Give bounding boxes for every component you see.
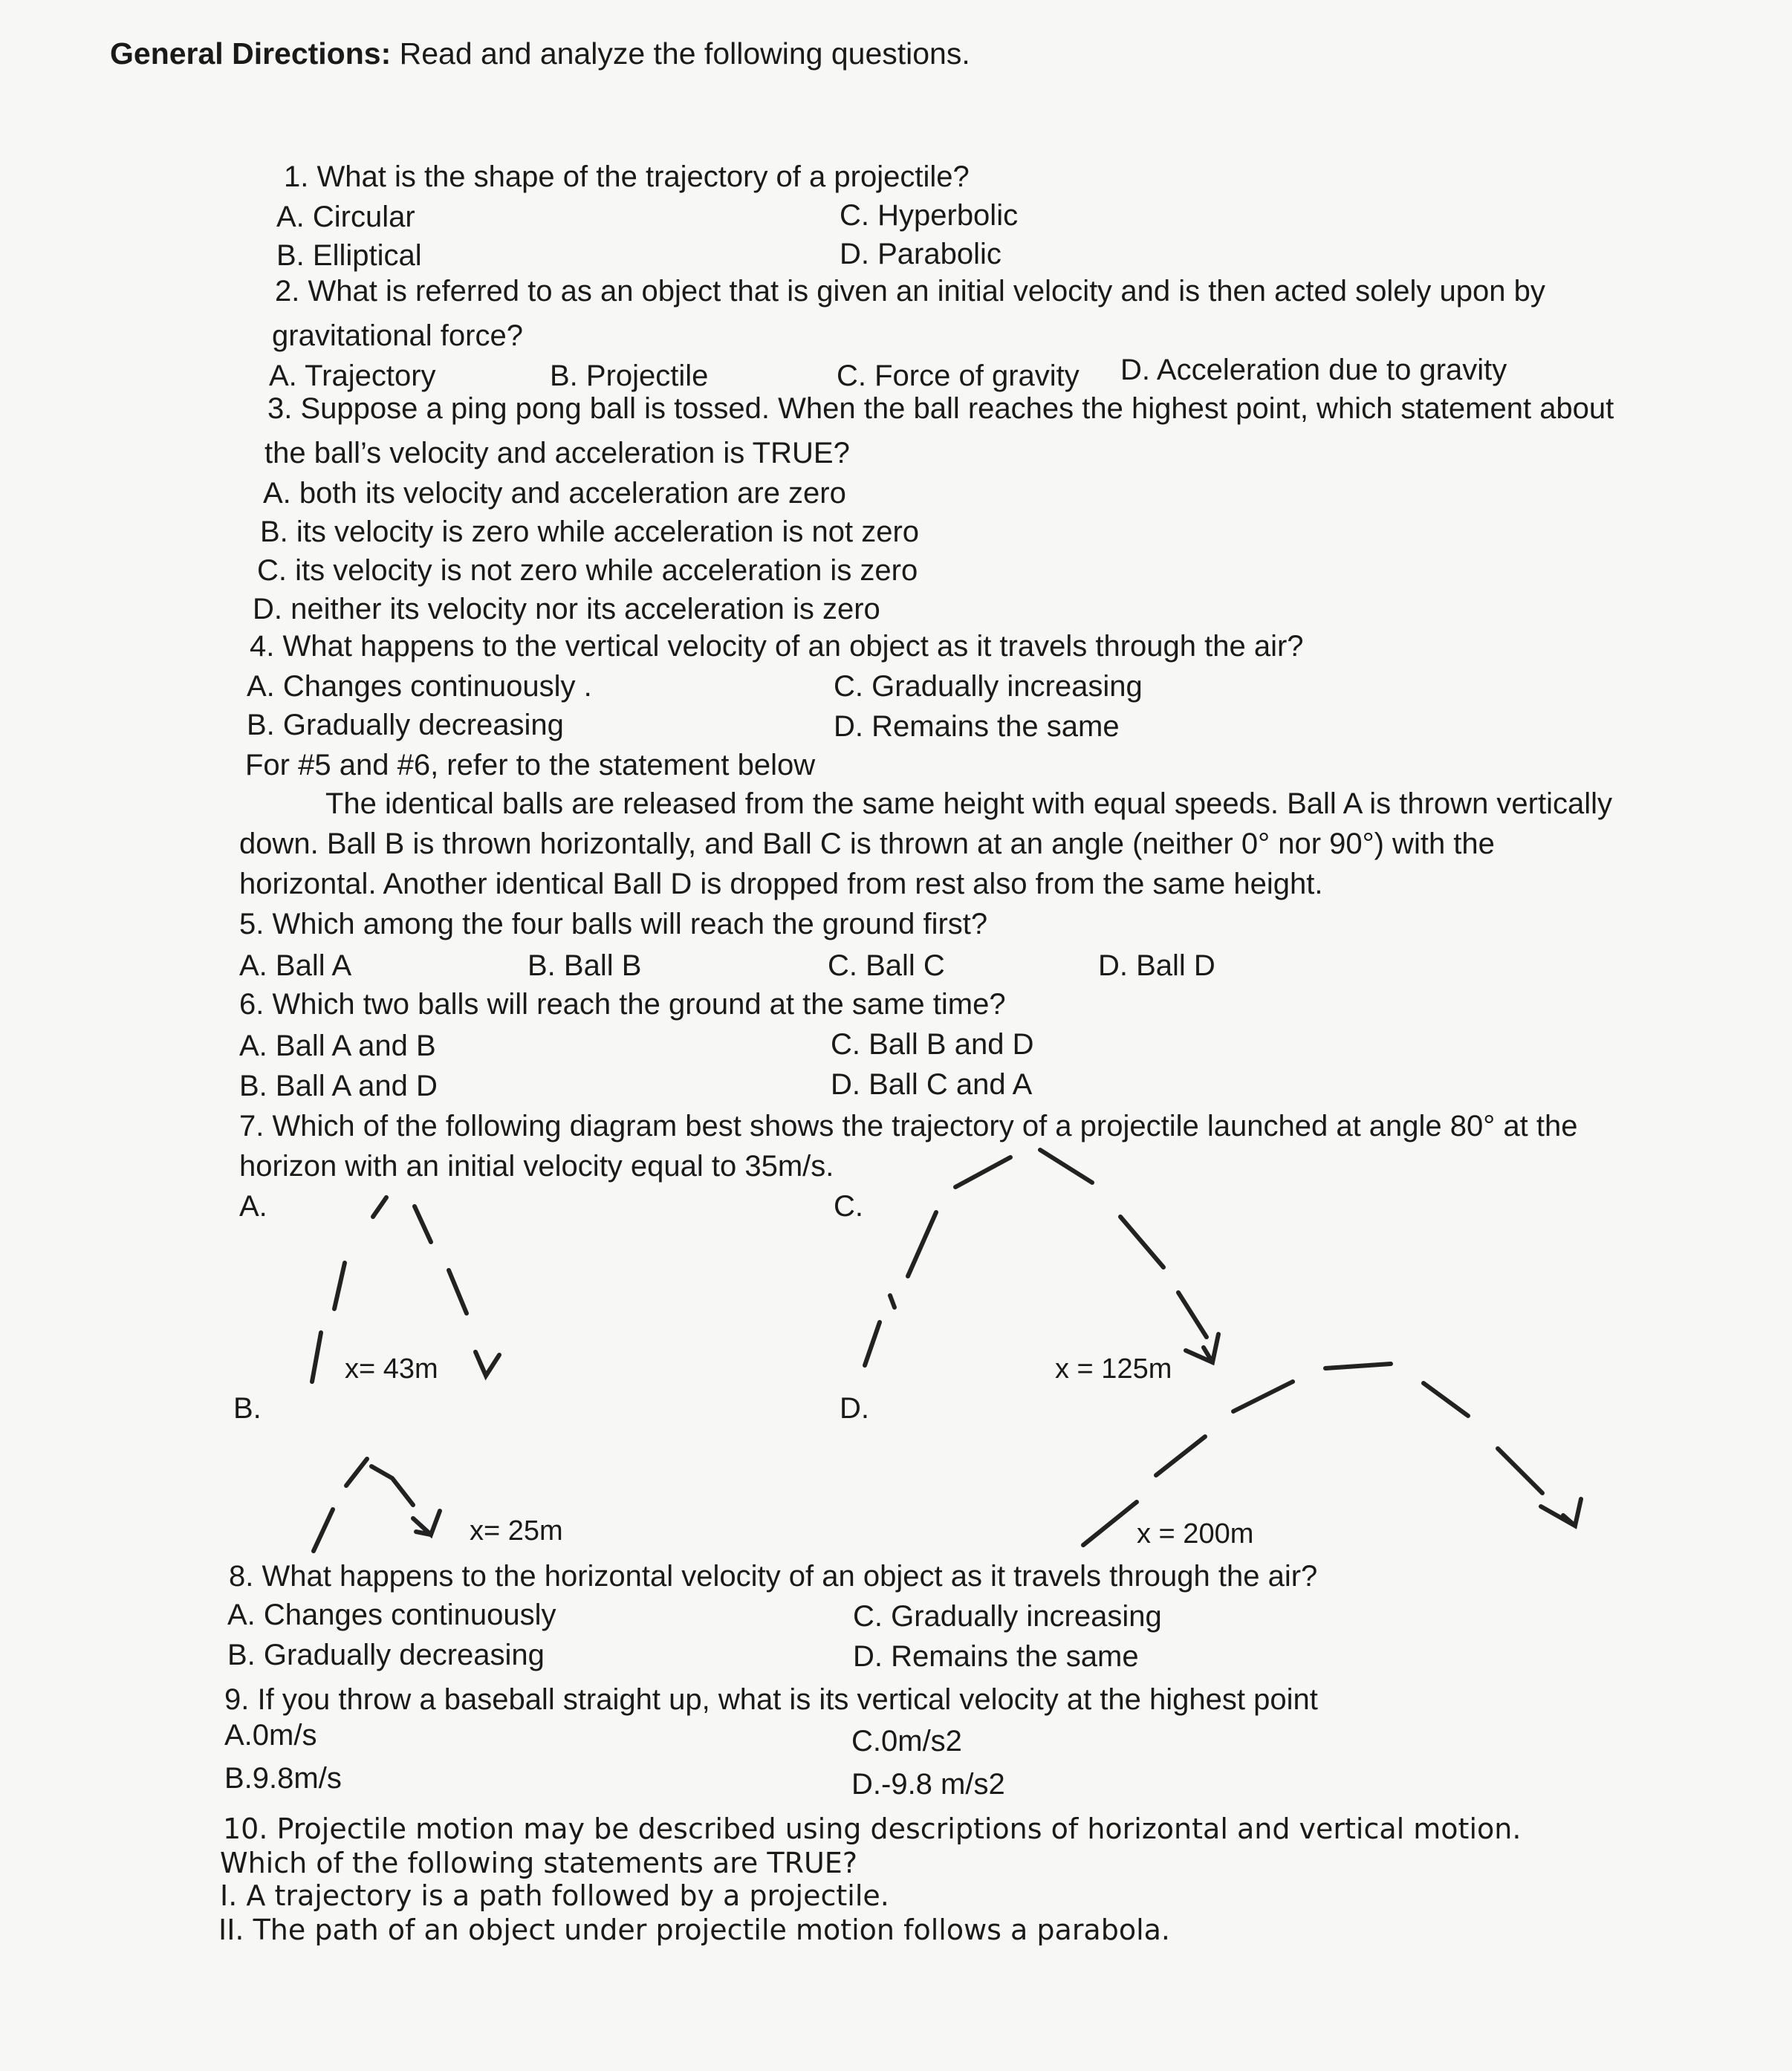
- diagram-c-distance: x = 125m: [1055, 1353, 1172, 1385]
- q3-option-c: C. its velocity is not zero while acceleration is zero: [257, 554, 918, 587]
- q10-stem-line2: Which of the following statements are TRUE?: [220, 1847, 857, 1879]
- q9-stem: 9. If you throw a baseball straight up, what is its vertical velocity at the highest point: [224, 1683, 1318, 1716]
- q8-option-c: C. Gradually increasing: [853, 1600, 1162, 1633]
- q10-statement-2: II. The path of an object under projectile motion follows a parabola.: [218, 1914, 1171, 1946]
- q8-option-b: B. Gradually decreasing: [227, 1639, 545, 1671]
- q6-option-c: C. Ball B and D: [831, 1028, 1034, 1061]
- q7-stem-line1: 7. Which of the following diagram best shows the trajectory of a projectile launched at angle 80° at the: [239, 1110, 1578, 1142]
- q7-option-a: A.: [239, 1190, 267, 1223]
- diagram-d-trajectory: [1083, 1364, 1581, 1545]
- q9-option-a: A.0m/s: [224, 1719, 317, 1752]
- diagram-b-distance: x= 25m: [470, 1515, 563, 1547]
- q3-option-d: D. neither its velocity nor its acceleration is zero: [253, 593, 880, 625]
- q7-option-b: B.: [233, 1392, 262, 1425]
- q1-option-b: B. Elliptical: [276, 239, 422, 272]
- q3-option-b: B. its velocity is zero while acceleration is not zero: [260, 516, 920, 548]
- q2-stem-line1: 2. What is referred to as an object that is given an initial velocity and is then acted solely upon by: [275, 275, 1545, 308]
- q4-stem: 4. What happens to the vertical velocity of an object as it travels through the air?: [250, 630, 1304, 663]
- q9-option-b: B.9.8m/s: [224, 1762, 342, 1795]
- directions-label: General Directions:: [110, 36, 392, 71]
- diagram-b-trajectory: [314, 1459, 440, 1551]
- diagram-a-distance: x= 43m: [345, 1353, 438, 1385]
- q8-option-a: A. Changes continuously: [227, 1599, 556, 1631]
- q3-stem-line1: 3. Suppose a ping pong ball is tossed. When the ball reaches the highest point, which statement about: [267, 392, 1614, 425]
- q2-stem-line2: gravitational force?: [272, 319, 523, 352]
- q2-option-b: B. Projectile: [550, 360, 709, 392]
- q10-statement-1: I. A trajectory is a path followed by a projectile.: [220, 1879, 889, 1912]
- q4-option-b: B. Gradually decreasing: [247, 709, 564, 741]
- diagram-a-trajectory: [312, 1197, 499, 1382]
- q5-option-d: D. Ball D: [1098, 949, 1215, 982]
- directions-text: Read and analyze the following questions.: [391, 36, 970, 71]
- ref-line1: The identical balls are released from the same height with equal speeds. Ball A is thrown vertically: [325, 787, 1613, 820]
- q9-option-d: D.-9.8 m/s2: [851, 1768, 1005, 1801]
- q6-option-b: B. Ball A and D: [239, 1070, 438, 1102]
- q4-option-c: C. Gradually increasing: [834, 670, 1143, 703]
- q2-option-d: D. Acceleration due to gravity: [1120, 354, 1507, 386]
- q4-option-a: A. Changes continuously .: [247, 670, 592, 703]
- q1-option-a: A. Circular: [276, 201, 415, 233]
- q3-stem-line2: the ball’s velocity and acceleration is TRUE?: [264, 437, 850, 469]
- q6-option-d: D. Ball C and A: [831, 1068, 1033, 1101]
- q1-option-c: C. Hyperbolic: [840, 199, 1019, 232]
- ref-intro: For #5 and #6, refer to the statement below: [245, 749, 816, 781]
- q2-option-a: A. Trajectory: [269, 360, 436, 392]
- q1-stem: 1. What is the shape of the trajectory of a projectile?: [284, 160, 970, 193]
- q7-option-d: D.: [840, 1392, 869, 1425]
- q4-option-d: D. Remains the same: [834, 710, 1120, 743]
- q6-stem: 6. Which two balls will reach the ground at the same time?: [239, 988, 1006, 1021]
- q5-option-a: A. Ball A: [239, 949, 352, 982]
- q10-stem-line1: 10. Projectile motion may be described using descriptions of horizontal and vertical motion.: [223, 1812, 1522, 1845]
- q5-stem: 5. Which among the four balls will reach the ground first?: [239, 908, 988, 940]
- q6-option-a: A. Ball A and B: [239, 1030, 436, 1062]
- diagram-d-distance: x = 200m: [1137, 1518, 1254, 1550]
- ref-line2: down. Ball B is thrown horizontally, and Ball C is thrown at an angle (neither 0° nor 90°) with the: [239, 828, 1495, 860]
- q7-stem-line2: horizon with an initial velocity equal to 35m/s.: [239, 1150, 834, 1183]
- q8-option-d: D. Remains the same: [853, 1640, 1139, 1673]
- q2-option-c: C. Force of gravity: [837, 360, 1080, 392]
- q3-option-a: A. both its velocity and acceleration are zero: [263, 477, 846, 510]
- q5-option-b: B. Ball B: [527, 949, 642, 982]
- q9-option-c: C.0m/s2: [851, 1725, 962, 1758]
- q7-option-c: C.: [834, 1190, 863, 1223]
- q8-stem: 8. What happens to the horizontal velocity of an object as it travels through the air?: [229, 1560, 1318, 1593]
- q5-option-c: C. Ball C: [828, 949, 945, 982]
- diagram-c-trajectory: [865, 1150, 1218, 1365]
- q1-option-d: D. Parabolic: [840, 238, 1001, 270]
- ref-line3: horizontal. Another identical Ball D is dropped from rest also from the same height.: [239, 868, 1323, 900]
